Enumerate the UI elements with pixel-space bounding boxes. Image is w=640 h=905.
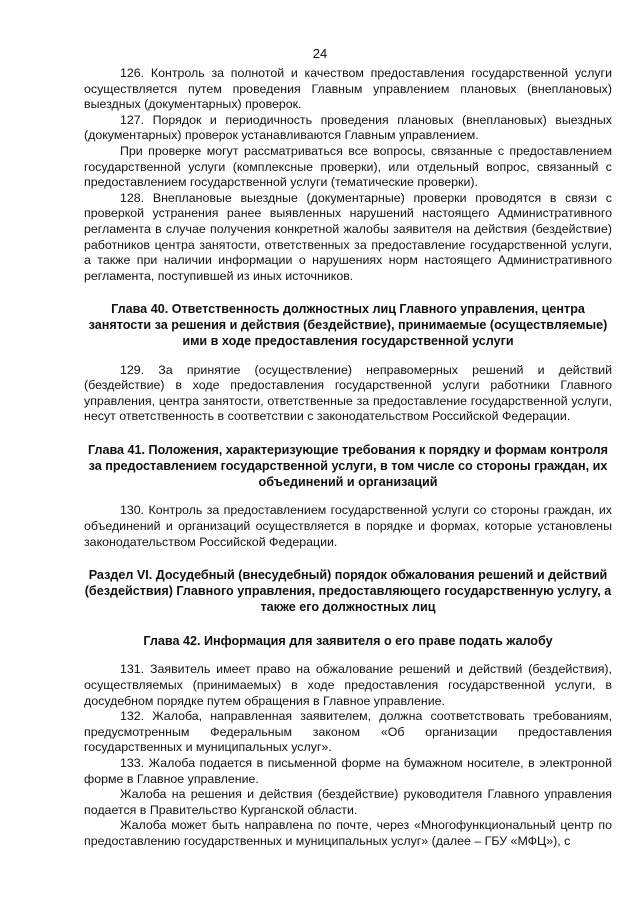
- paragraph-133: 133. Жалоба подается в письменной форме на бумажном носителе, в электронной форме в Главное управление.: [84, 756, 612, 786]
- heading-chapter-42: Глава 42. Информация для заявителя о его праве подать жалобу: [143, 633, 553, 648]
- paragraph-128: 128. Внеплановые выездные (документарные) проверки проводятся в связи с проверкой устранения ранее выявленных нарушений настоящего Административного регламента в случае получения конкретной жалобы заявителя на действия (бездействие) работников центра занятости, ответственных за предоставление государственной услуги, а также при наличии информации о нарушениях норм настоящего Административного регламента, поступившей из иных источников.: [84, 190, 612, 283]
- page-content: [84, 66, 612, 850]
- heading-section-6: Раздел VI. Досудебный (внесудебный) порядок обжалования решений и действий (бездействия) Главного управления, предоставляющего государственную услугу, а также его должностных лиц: [84, 568, 612, 614]
- heading-chapter-41: Глава 41. Положения, характеризующие требования к порядку и формам контроля за предоставлением государственной услуги, в том числе со стороны граждан, их объединений и организаций: [87, 443, 609, 489]
- paragraph-127: 127. Порядок и периодичность проведения плановых (внеплановых) выездных (документарных) проверок устанавливаются Главным управлением.: [84, 112, 612, 143]
- paragraph-130: 130. Контроль за предоставлением государственной услуги со стороны граждан, их объединений и организаций осуществляется в порядке и формах, которые установлены законодательством Российской Федерации.: [84, 503, 612, 549]
- paragraph-check-types: При проверке могут рассматриваться все вопросы, связанные с предоставлением государственной услуги (комплексные проверки), или отдельный вопрос, связанный с предоставлением государственной услуги (тематические проверки).: [84, 143, 612, 190]
- heading-chapter-40: Глава 40. Ответственность должностных лиц Главного управления, центра занятости за решения и действия (бездействие), принимаемые (осуществляемые) ими в ходе предоставления государственной услуги: [88, 302, 608, 348]
- paragraph-126: 126. Контроль за полнотой и качеством предоставления государственной услуги осуществляется путем проведения Главным управлением плановых (внеплановых) выездных (документарных) проверок.: [84, 66, 612, 112]
- paragraph-complaint-channels: Жалоба может быть направлена по почте, через «Многофункциональный центр по предоставлению государственных и муниципальных услуг» (далее – ГБУ «МФЦ»), с: [84, 818, 612, 848]
- paragraph-132: 132. Жалоба, направленная заявителем, должна соответствовать требованиям, предусмотренным Федеральным законом «Об организации предоставления государственных и муниципальных услуг».: [84, 709, 612, 755]
- paragraph-129: 129. За принятие (осуществление) неправомерных решений и действий (бездействие) в ходе предоставления государственной услуги работники Главного управления, центра занятости, ответственные за предоставление государственной услуги, несут ответственность в соответствии с законодательством Российской Федерации.: [84, 362, 612, 424]
- paragraph-complaint-head: Жалоба на решения и действия (бездействие) руководителя Главного управления подается в Правительство Курганской области.: [84, 787, 612, 817]
- paragraph-131: 131. Заявитель имеет право на обжалование решений и действий (бездействия), осуществляемых (принимаемых) в ходе предоставления государственной услуги, в досудебном порядке путем обращения в Главное управление.: [84, 662, 612, 708]
- page-number: 24: [312, 46, 328, 61]
